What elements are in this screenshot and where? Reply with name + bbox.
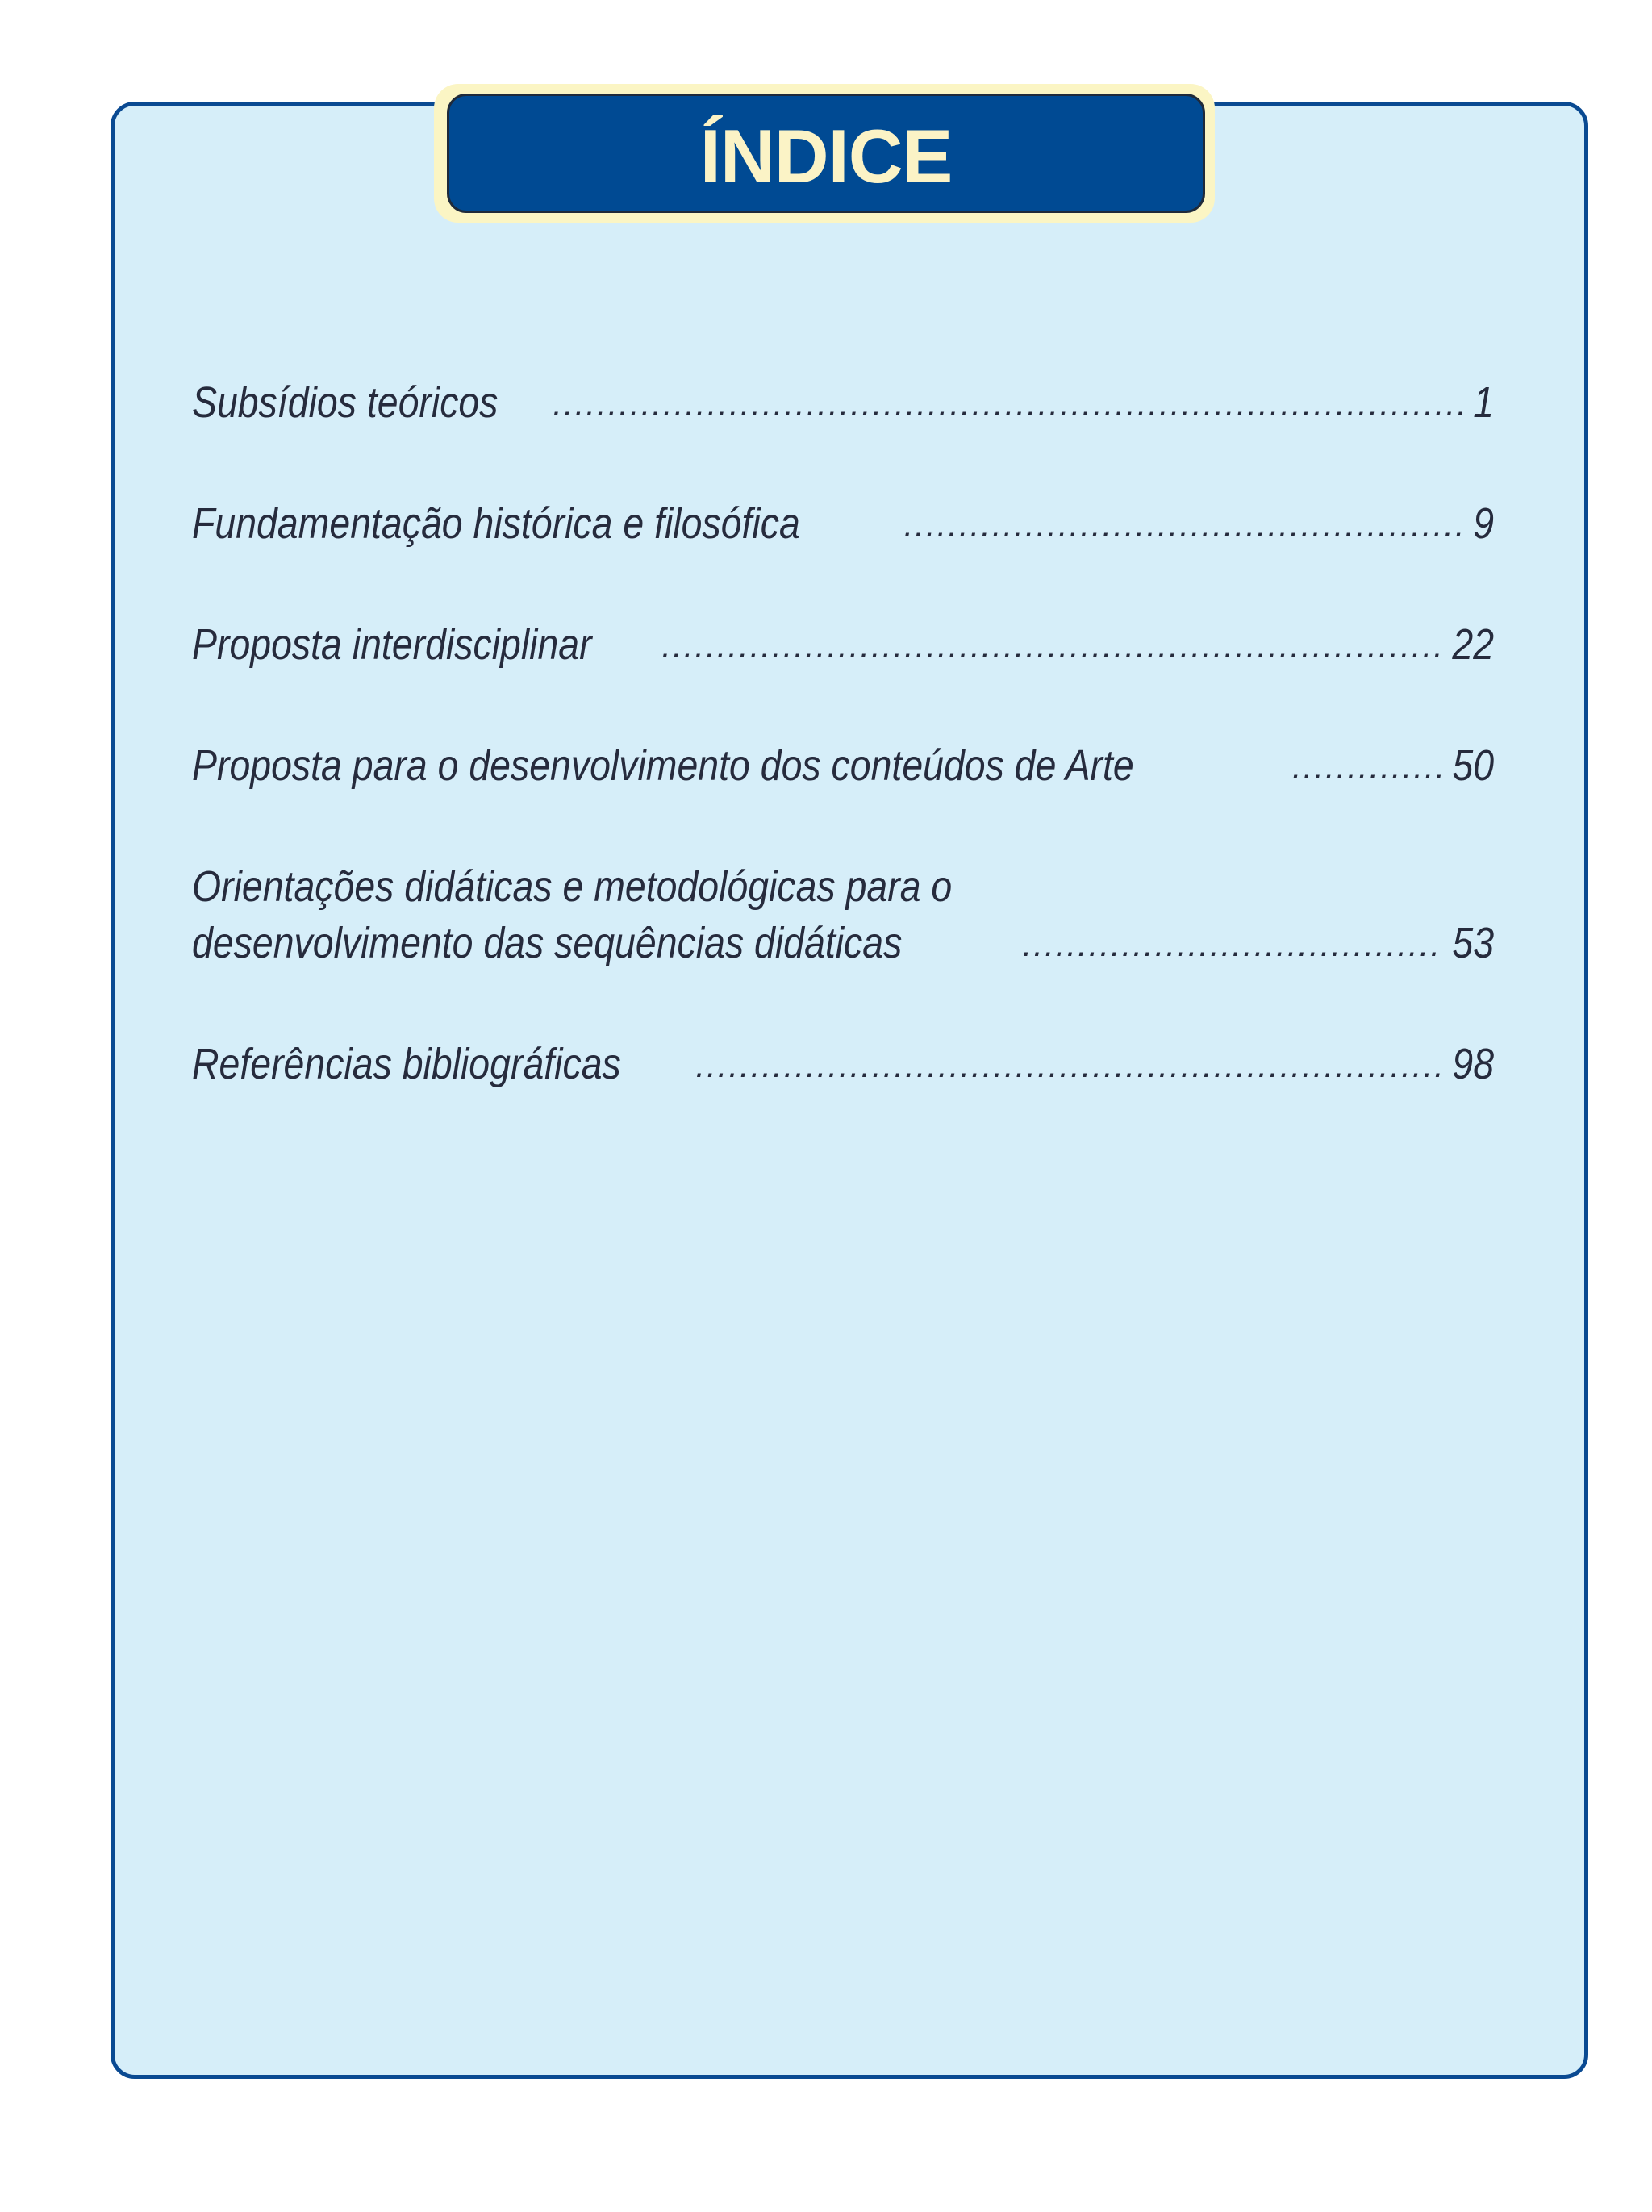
toc-entry-page: 1 (1473, 378, 1494, 427)
toc-entry-proposta-arte[interactable] (192, 737, 1494, 797)
toc-entry-subsidios[interactable] (192, 374, 1494, 434)
toc-entry-proposta-interdisciplinar[interactable] (192, 616, 1494, 676)
toc-entry-label: desenvolvimento das sequências didáticas (192, 919, 903, 967)
toc-entry-page: 53 (1452, 919, 1494, 967)
toc-entry-orientacoes[interactable] (192, 858, 1494, 975)
page-title: ÍNDICE (699, 114, 953, 198)
toc-entry-page: 9 (1473, 499, 1494, 548)
dot-leader (1292, 739, 1441, 795)
toc-entry-label: Subsídios teóricos (192, 378, 499, 427)
table-of-contents (192, 374, 1494, 1157)
toc-entry-page: 98 (1452, 1040, 1494, 1088)
toc-entry-referencias[interactable] (192, 1036, 1494, 1096)
toc-entry-label: Fundamentação histórica e filosófica (192, 499, 800, 548)
toc-entry-fundamentacao[interactable] (192, 495, 1494, 555)
toc-entry-label: Proposta interdisciplinar (192, 620, 592, 669)
dot-leader (553, 376, 1465, 432)
dot-leader (661, 618, 1441, 674)
toc-entry-page: 22 (1452, 620, 1494, 669)
toc-entry-label: Referências bibliográficas (192, 1040, 621, 1088)
dot-leader (1023, 916, 1441, 973)
dot-leader (695, 1037, 1441, 1094)
toc-entry-label: Proposta para o desenvolvimento dos conteúdos de Arte (192, 741, 1134, 790)
dot-leader (903, 497, 1464, 553)
toc-entry-page: 50 (1452, 741, 1494, 790)
title-banner (447, 94, 1205, 213)
toc-entry-label-line1: Orientações didáticas e metodológicas para o (192, 862, 953, 911)
